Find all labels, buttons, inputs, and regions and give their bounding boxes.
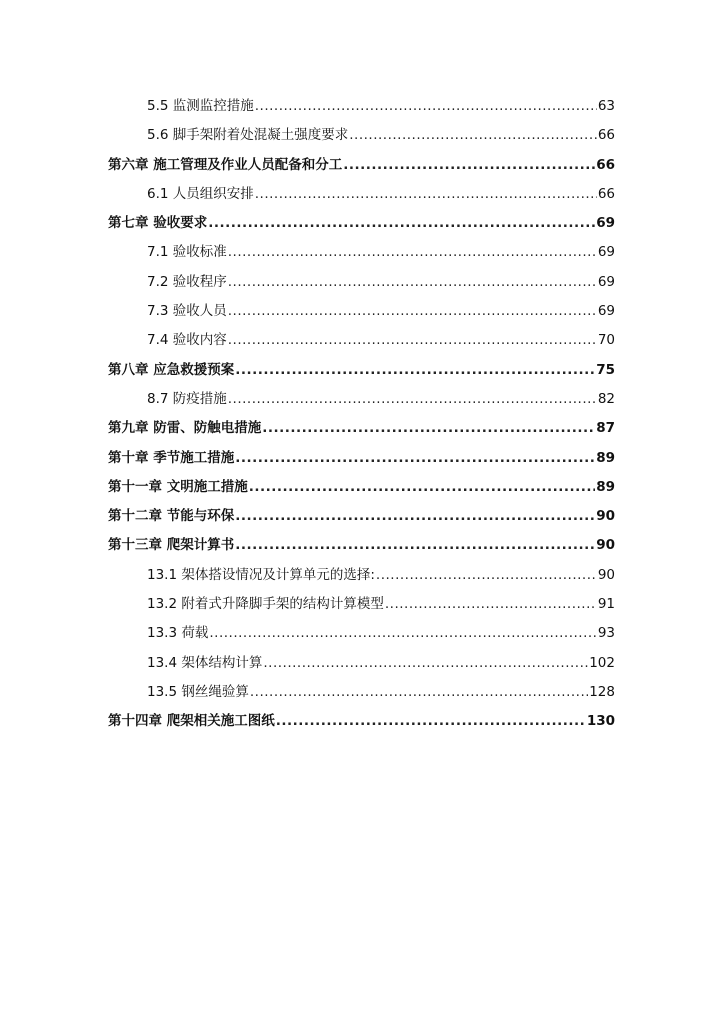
toc-entry-title: 13.1 架体搭设情况及计算单元的选择:: [147, 566, 375, 583]
toc-entry-title: 第六章 施工管理及作业人员配备和分工: [108, 156, 343, 173]
toc-entry-title: 7.4 验收内容: [147, 332, 227, 349]
toc-entry-page-number: 91: [597, 596, 615, 613]
toc-dot-leader: [262, 414, 595, 443]
toc-section-entry[interactable]: [108, 385, 615, 414]
toc-dot-leader: [385, 590, 597, 619]
toc-section-entry[interactable]: [108, 268, 615, 297]
toc-dot-leader: [228, 238, 597, 267]
table-of-contents: [108, 92, 615, 737]
toc-section-entry[interactable]: [108, 92, 615, 121]
toc-dot-leader: [255, 92, 597, 121]
toc-chapter-entry[interactable]: [108, 502, 615, 531]
toc-entry-page-number: 70: [597, 332, 615, 349]
toc-entry-page-number: 69: [597, 273, 615, 290]
toc-section-entry[interactable]: [108, 238, 615, 267]
toc-entry-title: 8.7 防疫措施: [147, 390, 227, 407]
toc-entry-page-number: 130: [586, 713, 615, 730]
toc-section-entry[interactable]: [108, 297, 615, 326]
toc-section-entry[interactable]: [108, 678, 615, 707]
toc-dot-leader: [249, 473, 596, 502]
toc-entry-page-number: 102: [589, 654, 615, 671]
toc-entry-page-number: 63: [597, 98, 615, 114]
toc-entry-title: 6.1 人员组织安排: [147, 185, 254, 202]
toc-dot-leader: [235, 444, 595, 473]
toc-dot-leader: [349, 121, 597, 150]
toc-section-entry[interactable]: [108, 561, 615, 590]
toc-chapter-entry[interactable]: [108, 473, 615, 502]
toc-dot-leader: [343, 151, 595, 180]
toc-chapter-entry[interactable]: [108, 356, 615, 385]
toc-dot-leader: [235, 502, 595, 531]
toc-dot-leader: [228, 385, 597, 414]
toc-entry-title: 第十四章 爬架相关施工图纸: [108, 713, 275, 730]
toc-chapter-entry[interactable]: [108, 444, 615, 473]
toc-entry-page-number: 69: [597, 303, 615, 320]
toc-entry-title: 第十一章 文明施工措施: [108, 478, 248, 495]
toc-dot-leader: [208, 209, 595, 238]
toc-chapter-entry[interactable]: [108, 414, 615, 443]
toc-entry-page-number: 90: [596, 537, 615, 554]
toc-entry-title: 第九章 防雷、防触电措施: [108, 420, 262, 437]
toc-entry-title: 第七章 验收要求: [108, 215, 208, 232]
toc-dot-leader: [228, 326, 597, 355]
toc-section-entry[interactable]: [108, 180, 615, 209]
toc-entry-page-number: 66: [597, 185, 615, 202]
toc-entry-title: 13.5 钢丝绳验算: [147, 683, 249, 700]
toc-entry-title: 第十章 季节施工措施: [108, 449, 235, 466]
toc-section-entry[interactable]: [108, 619, 615, 648]
toc-entry-title: 13.3 荷载: [147, 625, 209, 642]
toc-entry-page-number: 82: [597, 390, 615, 407]
toc-dot-leader: [376, 561, 597, 590]
toc-chapter-entry[interactable]: [108, 531, 615, 560]
toc-entry-page-number: 87: [596, 420, 615, 437]
toc-entry-page-number: 128: [589, 683, 615, 700]
toc-entry-title: 7.3 验收人员: [147, 303, 227, 320]
toc-dot-leader: [255, 180, 597, 209]
toc-section-entry[interactable]: [108, 649, 615, 678]
toc-chapter-entry[interactable]: [108, 707, 615, 736]
toc-entry-title: 13.4 架体结构计算: [147, 654, 263, 671]
toc-section-entry[interactable]: [108, 590, 615, 619]
toc-entry-page-number: 93: [597, 625, 615, 642]
toc-entry-page-number: 89: [596, 478, 615, 495]
toc-entry-page-number: 90: [596, 508, 615, 525]
toc-section-entry[interactable]: [108, 326, 615, 355]
toc-entry-page-number: 69: [597, 244, 615, 261]
toc-dot-leader: [228, 297, 597, 326]
toc-chapter-entry[interactable]: [108, 209, 615, 238]
toc-chapter-entry[interactable]: [108, 151, 615, 180]
toc-dot-leader: [235, 531, 595, 560]
toc-entry-page-number: 69: [596, 215, 615, 232]
toc-dot-leader: [250, 678, 588, 707]
toc-dot-leader: [235, 356, 595, 385]
toc-entry-page-number: 66: [597, 127, 615, 144]
toc-entry-page-number: 90: [597, 566, 615, 583]
toc-entry-title: 第十二章 节能与环保: [108, 508, 235, 525]
toc-entry-title: 7.1 验收标准: [147, 244, 227, 261]
toc-entry-title: 第八章 应急救援预案: [108, 361, 235, 378]
toc-entry-page-number: 66: [596, 156, 615, 173]
toc-entry-title: 5.5 监测监控措施: [147, 98, 254, 114]
toc-entry-page-number: 75: [596, 361, 615, 378]
toc-entry-title: 7.2 验收程序: [147, 273, 227, 290]
toc-entry-title: 第十三章 爬架计算书: [108, 537, 235, 554]
toc-dot-leader: [209, 619, 596, 648]
toc-dot-leader: [263, 649, 588, 678]
toc-dot-leader: [228, 268, 597, 297]
toc-entry-page-number: 89: [596, 449, 615, 466]
toc-entry-title: 13.2 附着式升降脚手架的结构计算模型: [147, 596, 384, 613]
toc-entry-title: 5.6 脚手架附着处混凝土强度要求: [147, 127, 349, 144]
toc-dot-leader: [276, 707, 586, 736]
toc-section-entry[interactable]: [108, 121, 615, 150]
